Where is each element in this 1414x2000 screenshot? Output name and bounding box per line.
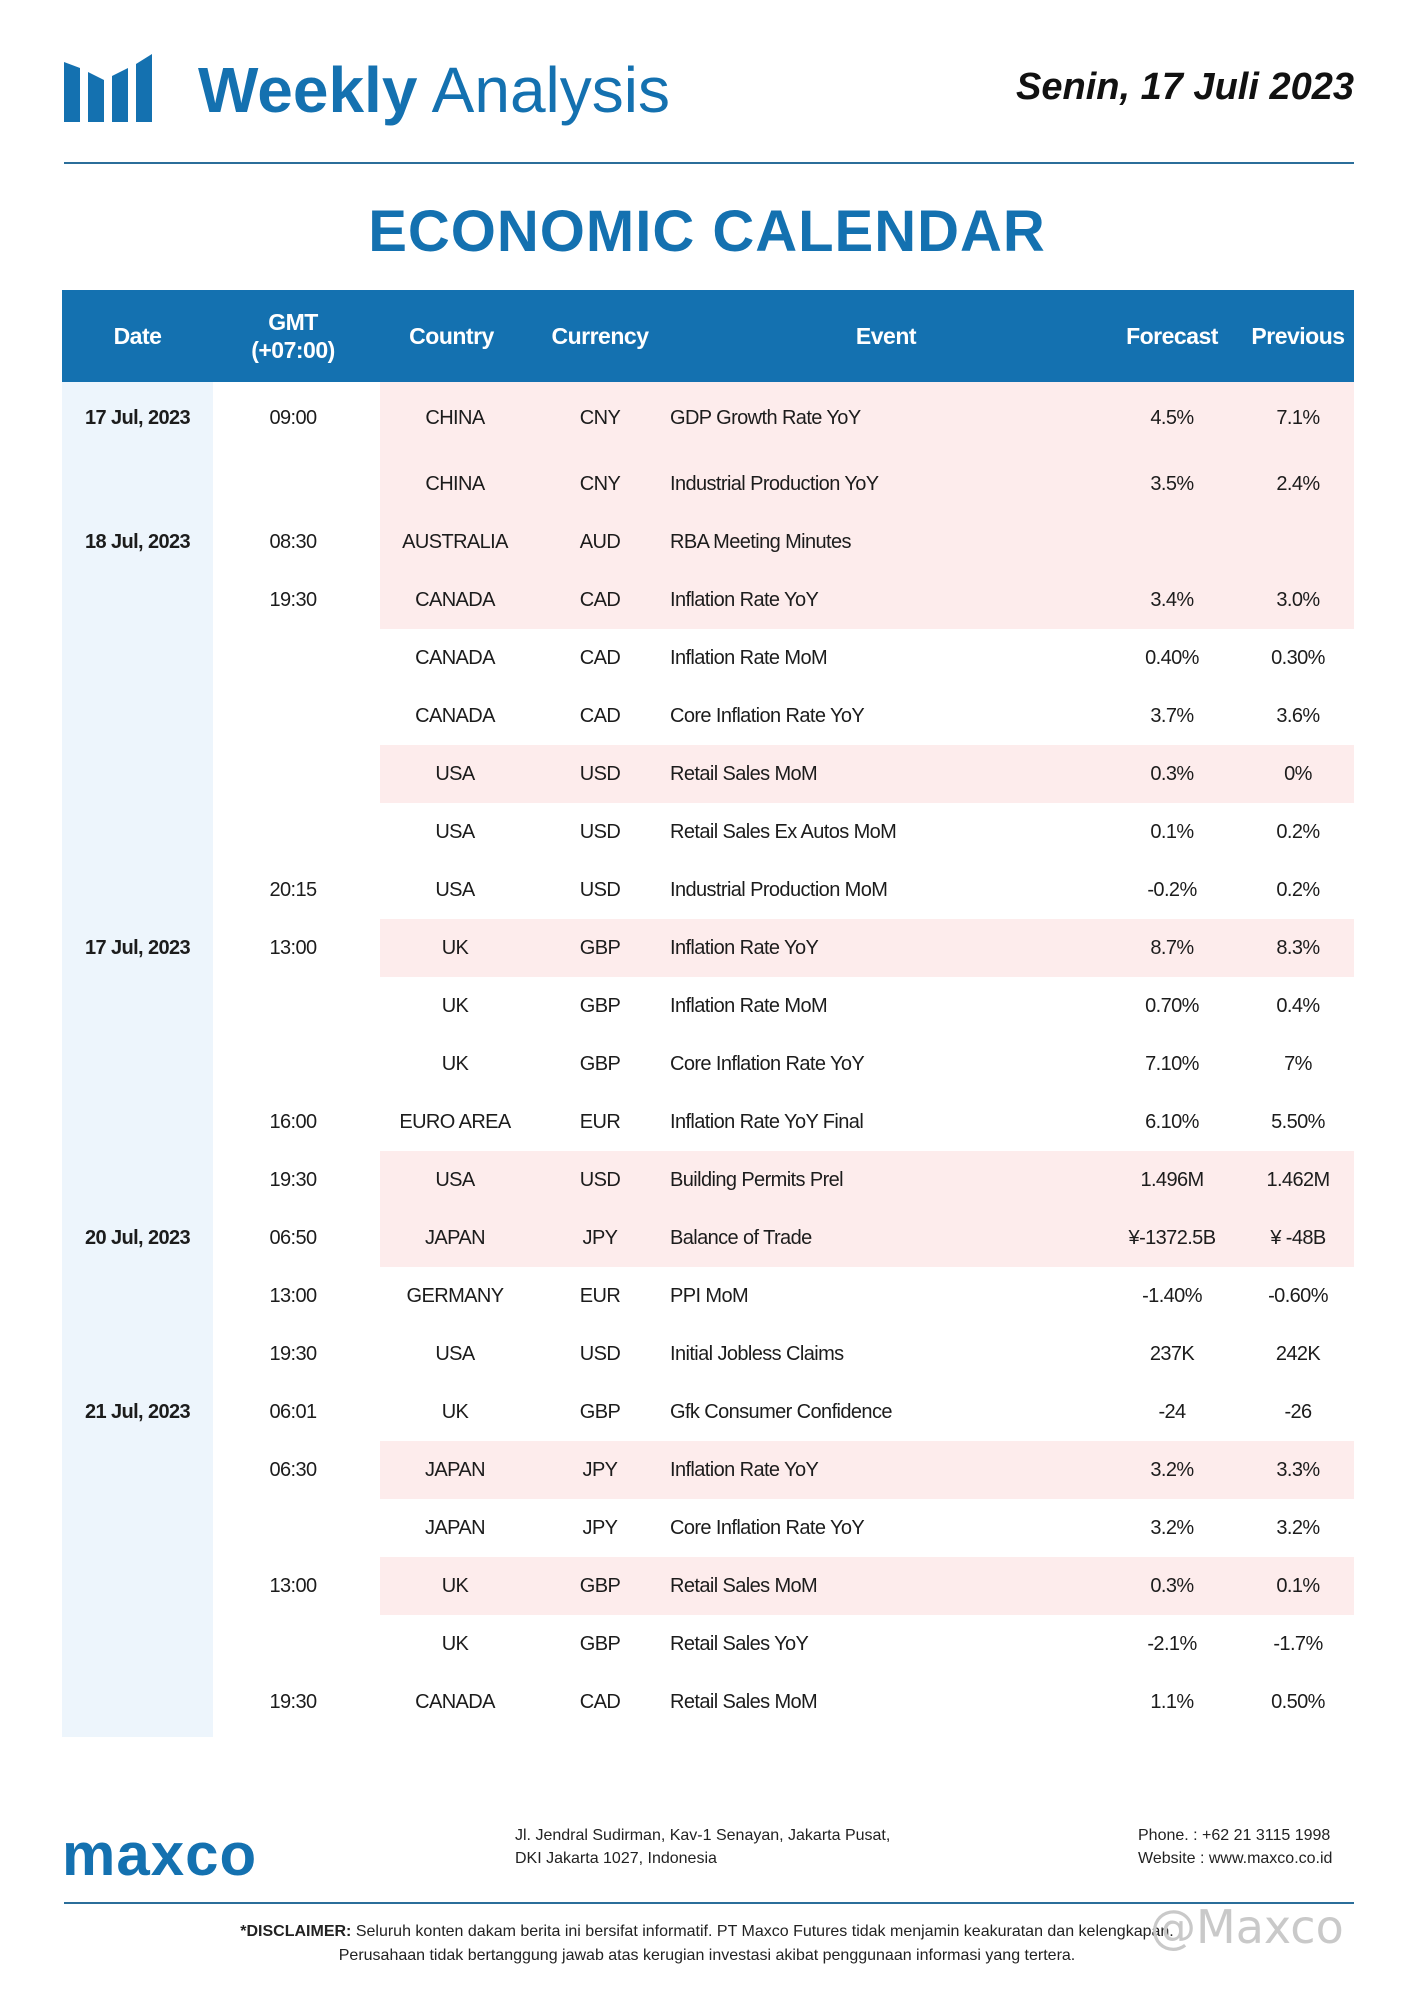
- row-date: 20 Jul, 2023: [84, 1226, 191, 1249]
- table-row: [62, 513, 1354, 571]
- row-country: UK: [441, 936, 469, 959]
- footer-logo: maxco: [62, 1821, 258, 1888]
- row-previous: 242K: [1275, 1342, 1321, 1365]
- row-previous: 8.3%: [1276, 936, 1320, 959]
- row-date: [62, 629, 213, 687]
- watermark: @Maxco: [1150, 1900, 1344, 1954]
- row-date: [62, 745, 213, 803]
- row-currency: USD: [579, 820, 621, 843]
- row-currency: JPY: [582, 1516, 618, 1539]
- col-currency: Currency: [551, 323, 649, 349]
- row-previous: 5.50%: [1271, 1110, 1325, 1133]
- row-forecast: 7.10%: [1145, 1052, 1199, 1075]
- row-time: 13:00: [269, 1284, 317, 1307]
- row-country: GERMANY: [406, 1284, 504, 1307]
- row-currency: GBP: [579, 1574, 621, 1597]
- address-line1: Jl. Jendral Sudirman, Kav-1 Senayan, Jakarta Pusat,: [515, 1827, 891, 1844]
- row-date: [62, 1035, 213, 1093]
- row-time: 08:30: [269, 530, 317, 553]
- col-gmt-line1: GMT: [268, 309, 318, 335]
- table-row: [62, 1209, 1354, 1267]
- row-previous: 3.6%: [1276, 704, 1320, 727]
- row-currency: EUR: [579, 1110, 621, 1133]
- row-currency: USD: [579, 1168, 621, 1191]
- row-currency: EUR: [579, 1284, 621, 1307]
- row-time: 06:50: [269, 1226, 317, 1249]
- row-country: UK: [441, 1632, 469, 1655]
- row-event: Core Inflation Rate YoY: [670, 704, 865, 727]
- row-time: 19:30: [269, 1690, 317, 1713]
- row-currency: CAD: [579, 704, 621, 727]
- table-row: [62, 1673, 1354, 1731]
- row-date: 18 Jul, 2023: [84, 530, 191, 553]
- row-currency: USD: [579, 878, 621, 901]
- row-forecast: 0.70%: [1145, 994, 1199, 1017]
- row-event: Inflation Rate MoM: [670, 646, 828, 669]
- row-time: 20:15: [269, 878, 317, 901]
- table-row: [62, 382, 1354, 455]
- brand-title-light: Analysis: [431, 54, 670, 126]
- row-country: UK: [441, 1400, 469, 1423]
- row-event: Retail Sales MoM: [670, 762, 818, 785]
- row-currency: GBP: [579, 1400, 621, 1423]
- col-date: Date: [113, 323, 162, 349]
- col-gmt-line2: (+07:00): [251, 337, 335, 363]
- row-event: Inflation Rate YoY Final: [670, 1110, 864, 1133]
- row-time: 13:00: [269, 1574, 317, 1597]
- col-event: Event: [855, 323, 917, 349]
- brand-title-bold: Weekly: [198, 54, 418, 126]
- row-forecast: 0.3%: [1150, 762, 1194, 785]
- row-previous: 0.2%: [1276, 820, 1320, 843]
- row-time: [213, 629, 373, 687]
- row-previous: 7.1%: [1276, 407, 1320, 429]
- row-date: [62, 1499, 213, 1557]
- row-forecast: 237K: [1149, 1342, 1195, 1365]
- header: [64, 50, 1354, 130]
- table-row: [62, 1035, 1354, 1093]
- col-previous: Previous: [1251, 323, 1345, 349]
- row-previous: 0.30%: [1271, 646, 1325, 669]
- row-currency: CAD: [579, 646, 621, 669]
- row-country: EURO AREA: [399, 1110, 511, 1133]
- row-currency: CAD: [579, 1690, 621, 1713]
- row-event: RBA Meeting Minutes: [670, 530, 851, 553]
- address-line2: DKI Jakarta 1027, Indonesia: [515, 1850, 717, 1867]
- row-date: [62, 1267, 213, 1325]
- row-country: JAPAN: [425, 1516, 485, 1539]
- row-forecast: -1.40%: [1142, 1284, 1202, 1307]
- row-date: [62, 571, 213, 629]
- row-previous: ¥ -48B: [1270, 1226, 1326, 1249]
- row-date: [62, 1673, 213, 1731]
- row-event: Core Inflation Rate YoY: [670, 1516, 865, 1539]
- row-date: [62, 1557, 213, 1615]
- row-time: 16:00: [269, 1110, 317, 1133]
- row-forecast: ¥-1372.5B: [1128, 1226, 1216, 1249]
- disclaimer-line2: Perusahaan tidak bertanggung jawab atas kerugian investasi akibat penggunaan informasi yang tertera.: [338, 1947, 1076, 1964]
- row-previous: 0.2%: [1276, 878, 1320, 901]
- row-previous: 0%: [1284, 762, 1312, 785]
- table-row: [62, 1615, 1354, 1673]
- table-row: [62, 977, 1354, 1035]
- table-row: [62, 1557, 1354, 1615]
- row-event: Gfk Consumer Confidence: [670, 1400, 892, 1423]
- row-forecast: 3.7%: [1150, 704, 1194, 727]
- row-time: [213, 1615, 373, 1673]
- table-row: [62, 629, 1354, 687]
- table-row: [62, 1325, 1354, 1383]
- row-event: Balance of Trade: [670, 1226, 812, 1249]
- row-event: Industrial Production MoM: [670, 878, 888, 901]
- footer-contact: [1138, 1824, 1332, 1870]
- row-time: 06:30: [269, 1458, 317, 1481]
- row-date: [62, 1093, 213, 1151]
- row-event: PPI MoM: [670, 1284, 749, 1307]
- row-country: CANADA: [415, 704, 495, 727]
- row-country: UK: [441, 1574, 469, 1597]
- row-forecast: 0.40%: [1145, 646, 1199, 669]
- row-previous: 3.3%: [1276, 1458, 1320, 1481]
- row-currency: GBP: [579, 1052, 621, 1075]
- header-divider: [64, 162, 1354, 164]
- col-country: Country: [409, 323, 494, 349]
- row-event: Retail Sales MoM: [670, 1574, 818, 1597]
- table-row: [62, 1499, 1354, 1557]
- table-row: [62, 1151, 1354, 1209]
- disclaimer-label: *DISCLAIMER:: [240, 1923, 352, 1940]
- row-time: [213, 455, 373, 513]
- row-country: CANADA: [415, 588, 495, 611]
- row-currency: GBP: [579, 1632, 621, 1655]
- table-row: [62, 1441, 1354, 1499]
- row-country: USA: [435, 878, 475, 901]
- row-currency: CNY: [579, 407, 621, 429]
- row-event: Inflation Rate YoY: [670, 936, 819, 959]
- row-forecast: 0.3%: [1150, 1574, 1194, 1597]
- row-country: CHINA: [425, 472, 485, 495]
- row-time: 13:00: [269, 936, 317, 959]
- row-country: UK: [441, 994, 469, 1017]
- row-event: GDP Growth Rate YoY: [670, 407, 861, 429]
- row-forecast: 3.2%: [1150, 1516, 1194, 1539]
- row-date: 17 Jul, 2023: [84, 936, 191, 959]
- row-country: CANADA: [415, 1690, 495, 1713]
- row-country: UK: [441, 1052, 469, 1075]
- table-row: [62, 919, 1354, 977]
- row-forecast: 1.496M: [1140, 1168, 1204, 1191]
- row-event: Initial Jobless Claims: [670, 1342, 844, 1365]
- row-time: [213, 977, 373, 1035]
- row-currency: JPY: [582, 1458, 618, 1481]
- row-time: 06:01: [269, 1400, 317, 1423]
- row-currency: CNY: [579, 472, 621, 495]
- row-time: [213, 687, 373, 745]
- row-date: [62, 861, 213, 919]
- row-event: Core Inflation Rate YoY: [670, 1052, 865, 1075]
- row-event: Retail Sales MoM: [670, 1690, 818, 1713]
- row-date: [62, 977, 213, 1035]
- row-event: Retail Sales YoY: [670, 1632, 809, 1655]
- row-forecast: 3.4%: [1150, 588, 1194, 611]
- bar-chart-icon: [64, 54, 154, 122]
- row-currency: USD: [579, 762, 621, 785]
- report-date: Senin, 17 Juli 2023: [1016, 66, 1354, 108]
- row-forecast: 0.1%: [1150, 820, 1194, 843]
- row-forecast: -2.1%: [1147, 1632, 1197, 1655]
- row-time: 19:30: [269, 588, 317, 611]
- economic-calendar-table: [62, 290, 1354, 1713]
- row-currency: CAD: [579, 588, 621, 611]
- row-previous: 0.4%: [1276, 994, 1320, 1017]
- row-previous: 3.0%: [1276, 588, 1320, 611]
- row-time: [213, 1499, 373, 1557]
- row-event: Building Permits Prel: [670, 1168, 844, 1191]
- row-forecast: 1.1%: [1150, 1690, 1194, 1713]
- table-row: [62, 745, 1354, 803]
- row-previous: -1.7%: [1273, 1632, 1323, 1655]
- row-time: [213, 803, 373, 861]
- row-date: 17 Jul, 2023: [84, 407, 191, 429]
- table-row: [62, 1383, 1354, 1441]
- row-date: [62, 1441, 213, 1499]
- row-date: 21 Jul, 2023: [84, 1400, 191, 1423]
- row-forecast: 4.5%: [1150, 407, 1194, 429]
- row-forecast: 6.10%: [1145, 1110, 1199, 1133]
- table-row: [62, 803, 1354, 861]
- row-date: [62, 1615, 213, 1673]
- row-country: USA: [435, 762, 475, 785]
- row-forecast: 3.5%: [1150, 472, 1194, 495]
- row-currency: USD: [579, 1342, 621, 1365]
- row-forecast: -24: [1158, 1400, 1186, 1423]
- page-title: ECONOMIC CALENDAR: [368, 199, 1046, 264]
- table-row: [62, 571, 1354, 629]
- row-previous: 1.462M: [1266, 1168, 1330, 1191]
- row-currency: AUD: [579, 530, 621, 553]
- row-forecast: 3.2%: [1150, 1458, 1194, 1481]
- row-time: 09:00: [269, 407, 317, 429]
- row-previous: 0.50%: [1271, 1690, 1325, 1713]
- row-previous: -26: [1284, 1400, 1312, 1423]
- row-country: USA: [435, 820, 475, 843]
- footer-address: [515, 1824, 890, 1870]
- row-event: Industrial Production YoY: [670, 472, 879, 495]
- row-forecast: 8.7%: [1150, 936, 1194, 959]
- row-previous: -0.60%: [1268, 1284, 1328, 1307]
- row-previous: 0.1%: [1276, 1574, 1320, 1597]
- phone: Phone. : +62 21 3115 1998: [1138, 1827, 1331, 1844]
- row-time: 19:30: [269, 1168, 317, 1191]
- table-row: [62, 687, 1354, 745]
- row-country: CANADA: [415, 646, 495, 669]
- table-row: [62, 455, 1354, 513]
- row-time: 19:30: [269, 1342, 317, 1365]
- col-gmt: [213, 308, 373, 364]
- row-country: JAPAN: [425, 1458, 485, 1481]
- row-currency: GBP: [579, 994, 621, 1017]
- table-row: [62, 1093, 1354, 1151]
- row-event: Inflation Rate MoM: [670, 994, 828, 1017]
- row-country: CHINA: [425, 407, 485, 429]
- row-previous: 2.4%: [1276, 472, 1320, 495]
- row-country: USA: [435, 1342, 475, 1365]
- disclaimer-line1: Seluruh konten dakam berita ini bersifat informatif. PT Maxco Futures tidak menjamin keakuratan dan kelengkapan.: [351, 1923, 1174, 1940]
- row-event: Retail Sales Ex Autos MoM: [670, 820, 897, 843]
- row-currency: JPY: [582, 1226, 618, 1249]
- row-time: [213, 745, 373, 803]
- table-row: [62, 861, 1354, 919]
- row-date: [62, 1325, 213, 1383]
- row-event: Inflation Rate YoY: [670, 1458, 819, 1481]
- row-previous: [1242, 513, 1354, 571]
- row-currency: GBP: [579, 936, 621, 959]
- row-date: [62, 803, 213, 861]
- row-forecast: [1102, 513, 1242, 571]
- row-date: [62, 1151, 213, 1209]
- row-country: JAPAN: [425, 1226, 485, 1249]
- row-previous: 3.2%: [1276, 1516, 1320, 1539]
- row-date: [62, 455, 213, 513]
- row-forecast: -0.2%: [1147, 878, 1197, 901]
- row-country: AUSTRALIA: [402, 530, 508, 553]
- col-forecast: Forecast: [1126, 323, 1218, 349]
- row-previous: 7%: [1284, 1052, 1312, 1075]
- row-event: Inflation Rate YoY: [670, 588, 819, 611]
- row-country: USA: [435, 1168, 475, 1191]
- table-row: [62, 1267, 1354, 1325]
- brand-title: [198, 54, 670, 126]
- table-header: [62, 290, 1354, 382]
- row-time: [213, 1035, 373, 1093]
- website: Website : www.maxco.co.id: [1138, 1850, 1333, 1867]
- row-date: [62, 687, 213, 745]
